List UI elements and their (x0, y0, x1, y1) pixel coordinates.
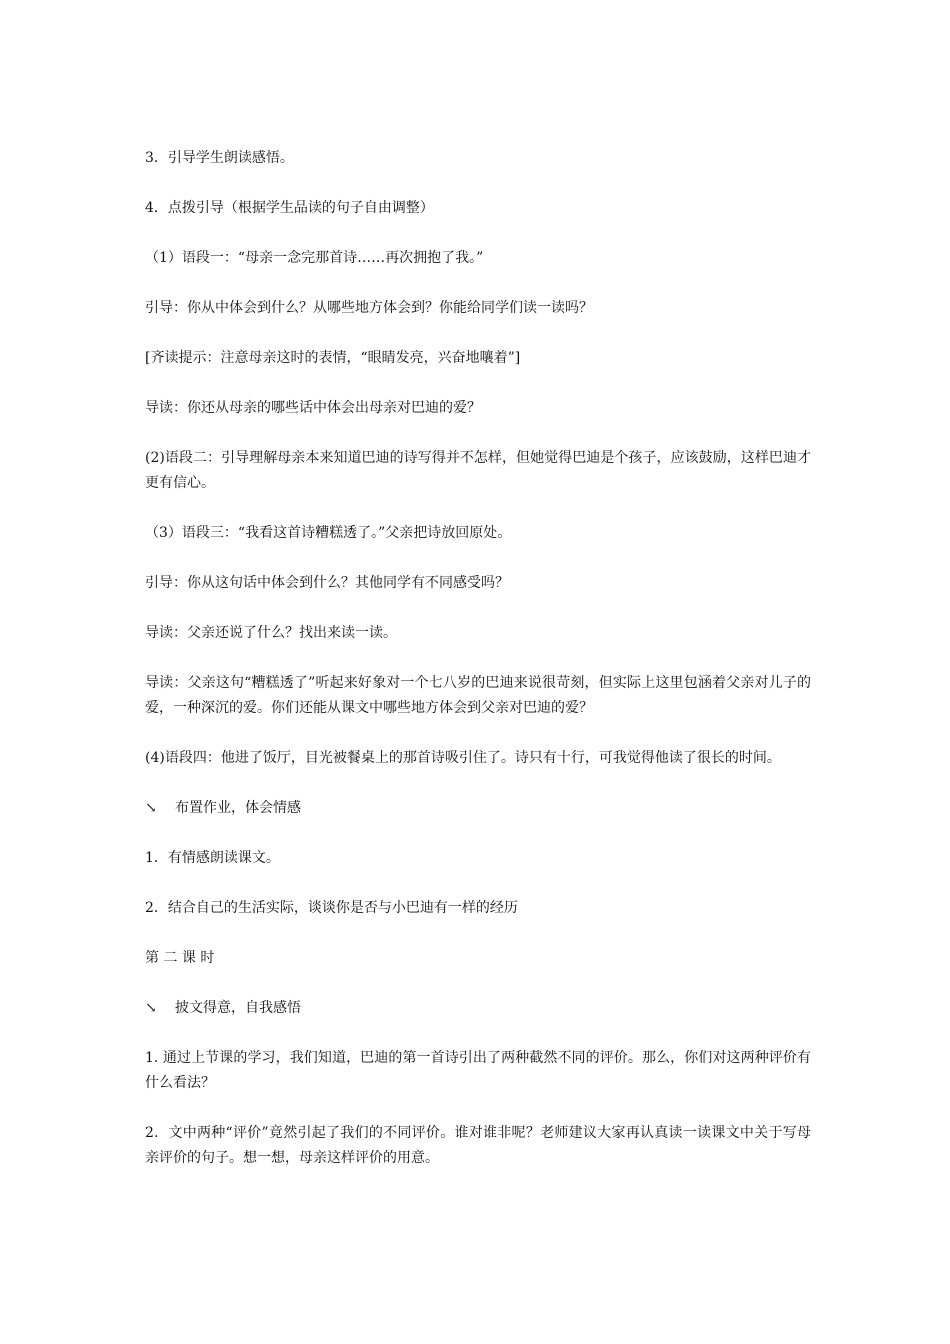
paragraph-homework-two: 2．结合自己的生活实际，谈谈你是否与小巴迪有一样的经历 (145, 900, 518, 916)
document-page (145, 146, 811, 1196)
paragraph-guide-question-one: 引导：你从中体会到什么？从哪些地方体会到？你能给同学们读一读吗？ (145, 300, 593, 316)
paragraph-review-question: 1. 通过上节课的学习，我们知道，巴迪的第一首诗引出了两种截然不同的评价。那么，你们对这两种评价有什么看法？ (145, 1050, 811, 1091)
paragraph-read-aloud-step: 3．引导学生朗读感悟。 (145, 150, 294, 166)
arrow-bullet-icon: ↘ (145, 1000, 157, 1016)
paragraph-passage-three: （3）语段三：“我看这首诗糟糕透了。”父亲把诗放回原处。 (145, 525, 512, 541)
section-heading-homework-text: 布置作业，体会情感 (175, 800, 301, 816)
paragraph-evaluation-question: 2．文中两种“评价”竟然引起了我们的不同评价。谁对谁非呢？老师建议大家再认真读一读课文中关于写母亲评价的句子。想一想，母亲这样评价的用意。 (145, 1125, 811, 1166)
paragraph-reading-guide-mother: 导读：你还从母亲的哪些话中体会出母亲对巴迪的爱？ (145, 400, 481, 416)
paragraph-reading-tip: [齐读提示：注意母亲这时的表情，“眼睛发亮，兴奋地嚷着”] (145, 350, 521, 366)
arrow-bullet-icon: ↘ (145, 800, 157, 816)
paragraph-reading-guide-father-love: 导读：父亲这句“糟糕透了”听起来好象对一个七八岁的巴迪来说很苛刻，但实际上这里包涵着父亲对儿子的爱，一种深沉的爱。你们还能从课文中哪些地方体会到父亲对巴迪的爱？ (145, 675, 811, 716)
paragraph-guidance-step: 4．点拨引导（根据学生品读的句子自由调整） (145, 200, 434, 216)
section-heading-self-understanding (145, 996, 811, 1021)
section-heading-self-understanding-text: 披文得意，自我感悟 (175, 1000, 301, 1016)
paragraph-homework-one: 1．有情感朗读课文。 (145, 850, 280, 866)
paragraph-reading-guide-father: 导读：父亲还说了什么？找出来读一读。 (145, 625, 397, 641)
paragraph-passage-two: (2)语段二：引导理解母亲本来知道巴迪的诗写得并不怎样，但她觉得巴迪是个孩子，应该鼓励，这样巴迪才更有信心。 (145, 450, 811, 491)
lesson-two-heading: 第 二 课 时 (145, 950, 215, 966)
paragraph-passage-four: (4)语段四：他进了饭厅，目光被餐桌上的那首诗吸引住了。诗只有十行，可我觉得他读了很长的时间。 (145, 750, 781, 766)
section-heading-homework (145, 796, 811, 821)
paragraph-passage-one: （1）语段一：“母亲一念完那首诗……再次拥抱了我。” (145, 250, 484, 266)
paragraph-guide-question-three: 引导：你从这句话中体会到什么？其他同学有不同感受吗？ (145, 575, 509, 591)
